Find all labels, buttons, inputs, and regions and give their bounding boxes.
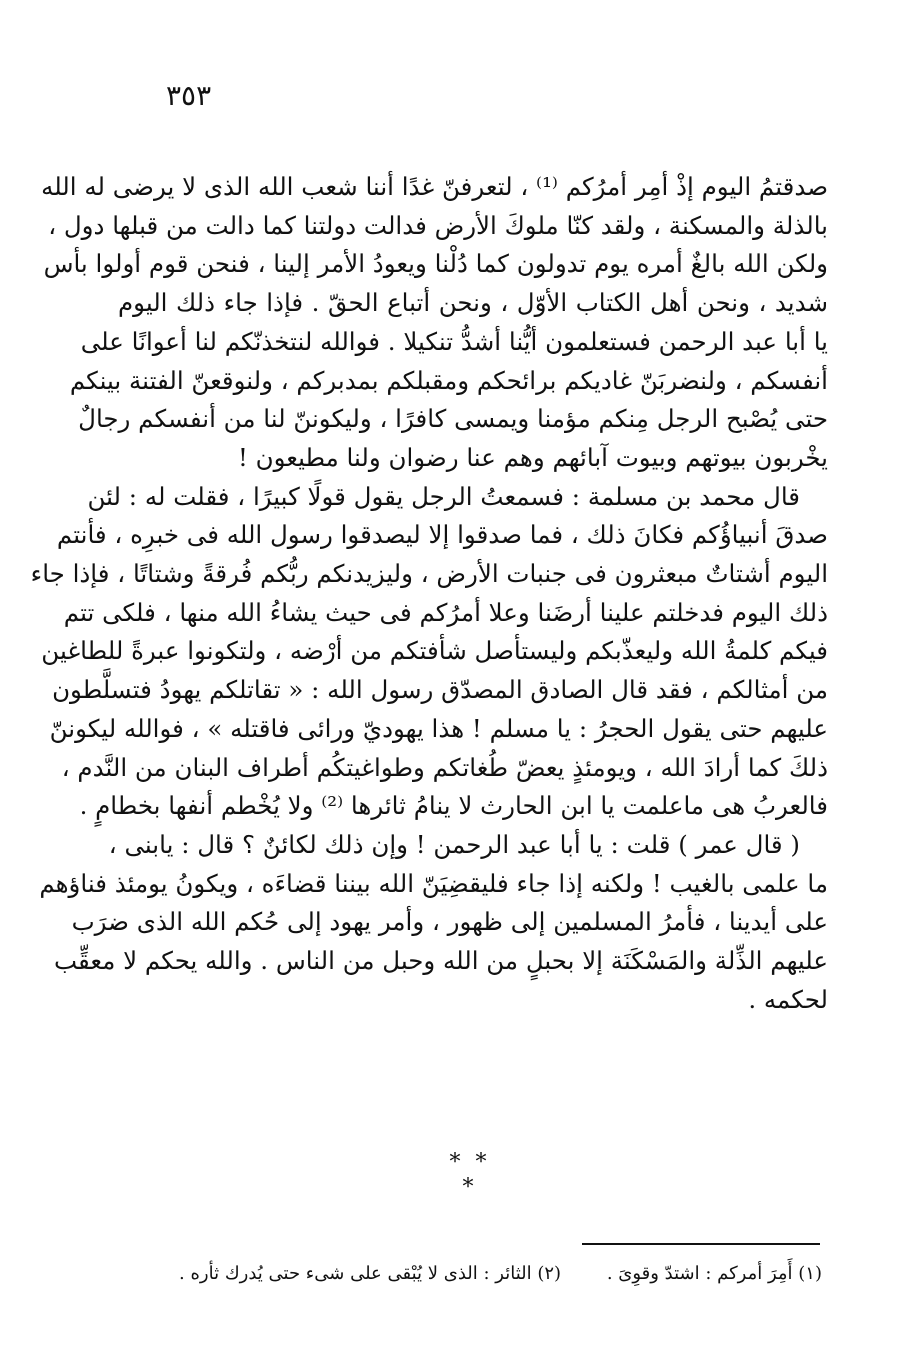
paragraph-1 xyxy=(41,168,828,478)
text-line: ذلكَ كما أرادَ الله ، ويومئذٍ يعضّ طُغاتكم وطواغيتكُم أطراف البنان من النَّدم ، xyxy=(61,752,828,782)
text-line: اليوم أشتاتٌ مبعثرون فى جنبات الأرض ، وليزيدنكم ربُّكم فُرقةً وشتاتًا ، فإذا جاء xyxy=(30,559,828,589)
text-line: لحكمه . xyxy=(748,984,828,1014)
text-line: قال محمد بن مسلمة : فسمعتُ الرجل يقول قولًا كبيرًا ، فقلت له : لئن xyxy=(87,481,800,511)
body-text xyxy=(30,168,828,1019)
footnote-divider xyxy=(582,1243,820,1245)
text-line: ما علمى بالغيب ! ولكنه إذا جاء فليقضِيَنّ الله بيننا قضاءَه ، ويكونُ يومئذ فناؤهم xyxy=(39,868,828,898)
footnotes xyxy=(110,1262,822,1286)
text-line: أنفسكم ، ولنضربَنّ غاديكم برائحكم ومقبلكم بمدبركم ، ولنوقعنّ الفتنة بينكم xyxy=(69,365,828,395)
text-line: على أيدينا ، فأمرُ المسلمين إلى ظهور ، وأمر يهود إلى حُكم الله الذى ضرَب xyxy=(71,907,828,937)
paragraph-2 xyxy=(30,478,828,826)
text-line: فيكم كلمةُ الله وليعذّبكم وليستأصل شأفتكم من أرْضه ، ولتكونوا عبرةً للطاغين xyxy=(41,636,828,666)
text-line: صدقتمُ اليوم إذْ أمِر أمرُكم ⁽¹⁾ ، لتعرفنّ غدًا أننا شعب الله الذى لا يرضى له الله xyxy=(41,172,828,201)
footnote-2: (٢) الثائر : الذى لا يُبْقى على شىء حتى يُدرك ثأره . xyxy=(179,1263,562,1284)
text-line: بالذلة والمسكنة ، ولقد كنّا ملوكَ الأرض فدالت دولتنا كما دالت من قبلها دول ، xyxy=(48,210,828,240)
text-line: حتى يُصْبح الرجل مِنكم مؤمنا ويمسى كافرًا ، وليكوننّ لنا من أنفسكم رجالٌ xyxy=(78,404,828,434)
section-separator: * * * xyxy=(449,1150,491,1200)
footnote-1: (١) أَمِرَ أمركم : اشتدّ وقوِىَ . xyxy=(606,1263,822,1284)
page-number: ٣٥٣ xyxy=(166,79,212,112)
text-line: يا أبا عبد الرحمن فستعلمون أيُّنا أشدُّ تنكيلا . فوالله لنتخذنّكم لنا أعوانًا على xyxy=(80,326,828,356)
text-line: عليهم حتى يقول الحجرُ : يا مسلم ! هذا يهوديّ ورائى فاقتله » ، فوالله ليكوننّ xyxy=(49,713,828,743)
text-line: من أمثالكم ، فقد قال الصادق المصدّق رسول الله : « تقاتلكم يهودُ فتسلَّطون xyxy=(52,675,828,705)
text-line: ذلك اليوم فدخلتم علينا أرضَنا وعلا أمرُكم فى حيث يشاءُ الله منها ، فلكى تتم xyxy=(63,597,828,627)
text-line: يخْربون بيوتهم وبيوت آبائهم وهم عنا رضوان ولنا مطيعون ! xyxy=(238,442,828,472)
text-line: شديد ، ونحن أهل الكتاب الأوّل ، ونحن أتباع الحقّ . فإذا جاء ذلك اليوم xyxy=(118,288,828,318)
text-line: ولكن الله بالغٌ أمره يوم تدولون كما دُلْنا ويعودُ الأمر إلينا ، فنحن قوم أولوا بأس xyxy=(43,249,828,279)
text-line: عليهم الذِّلة والمَسْكَنَة إلا بحبلٍ من الله وحبل من الناس . والله يحكم لا معقِّب xyxy=(53,946,828,976)
paragraph-3 xyxy=(39,826,828,1020)
text-line: صدقَ أنبياؤُكم فكانَ ذلك ، فما صدقوا إلا ليصدقوا رسول الله فى خبرِه ، فأنتم xyxy=(56,520,828,550)
text-line: ( قال عمر ) قلت : يا أبا عبد الرحمن ! وإن ذلك لكائنٌ ؟ قال : يابنى ، xyxy=(108,829,800,859)
text-line: فالعربُ هى ماعلمت يا ابن الحارث لا ينامُ ثائرها ⁽²⁾ ولا يُخْطم أنفها بخطامٍ . xyxy=(79,791,828,821)
